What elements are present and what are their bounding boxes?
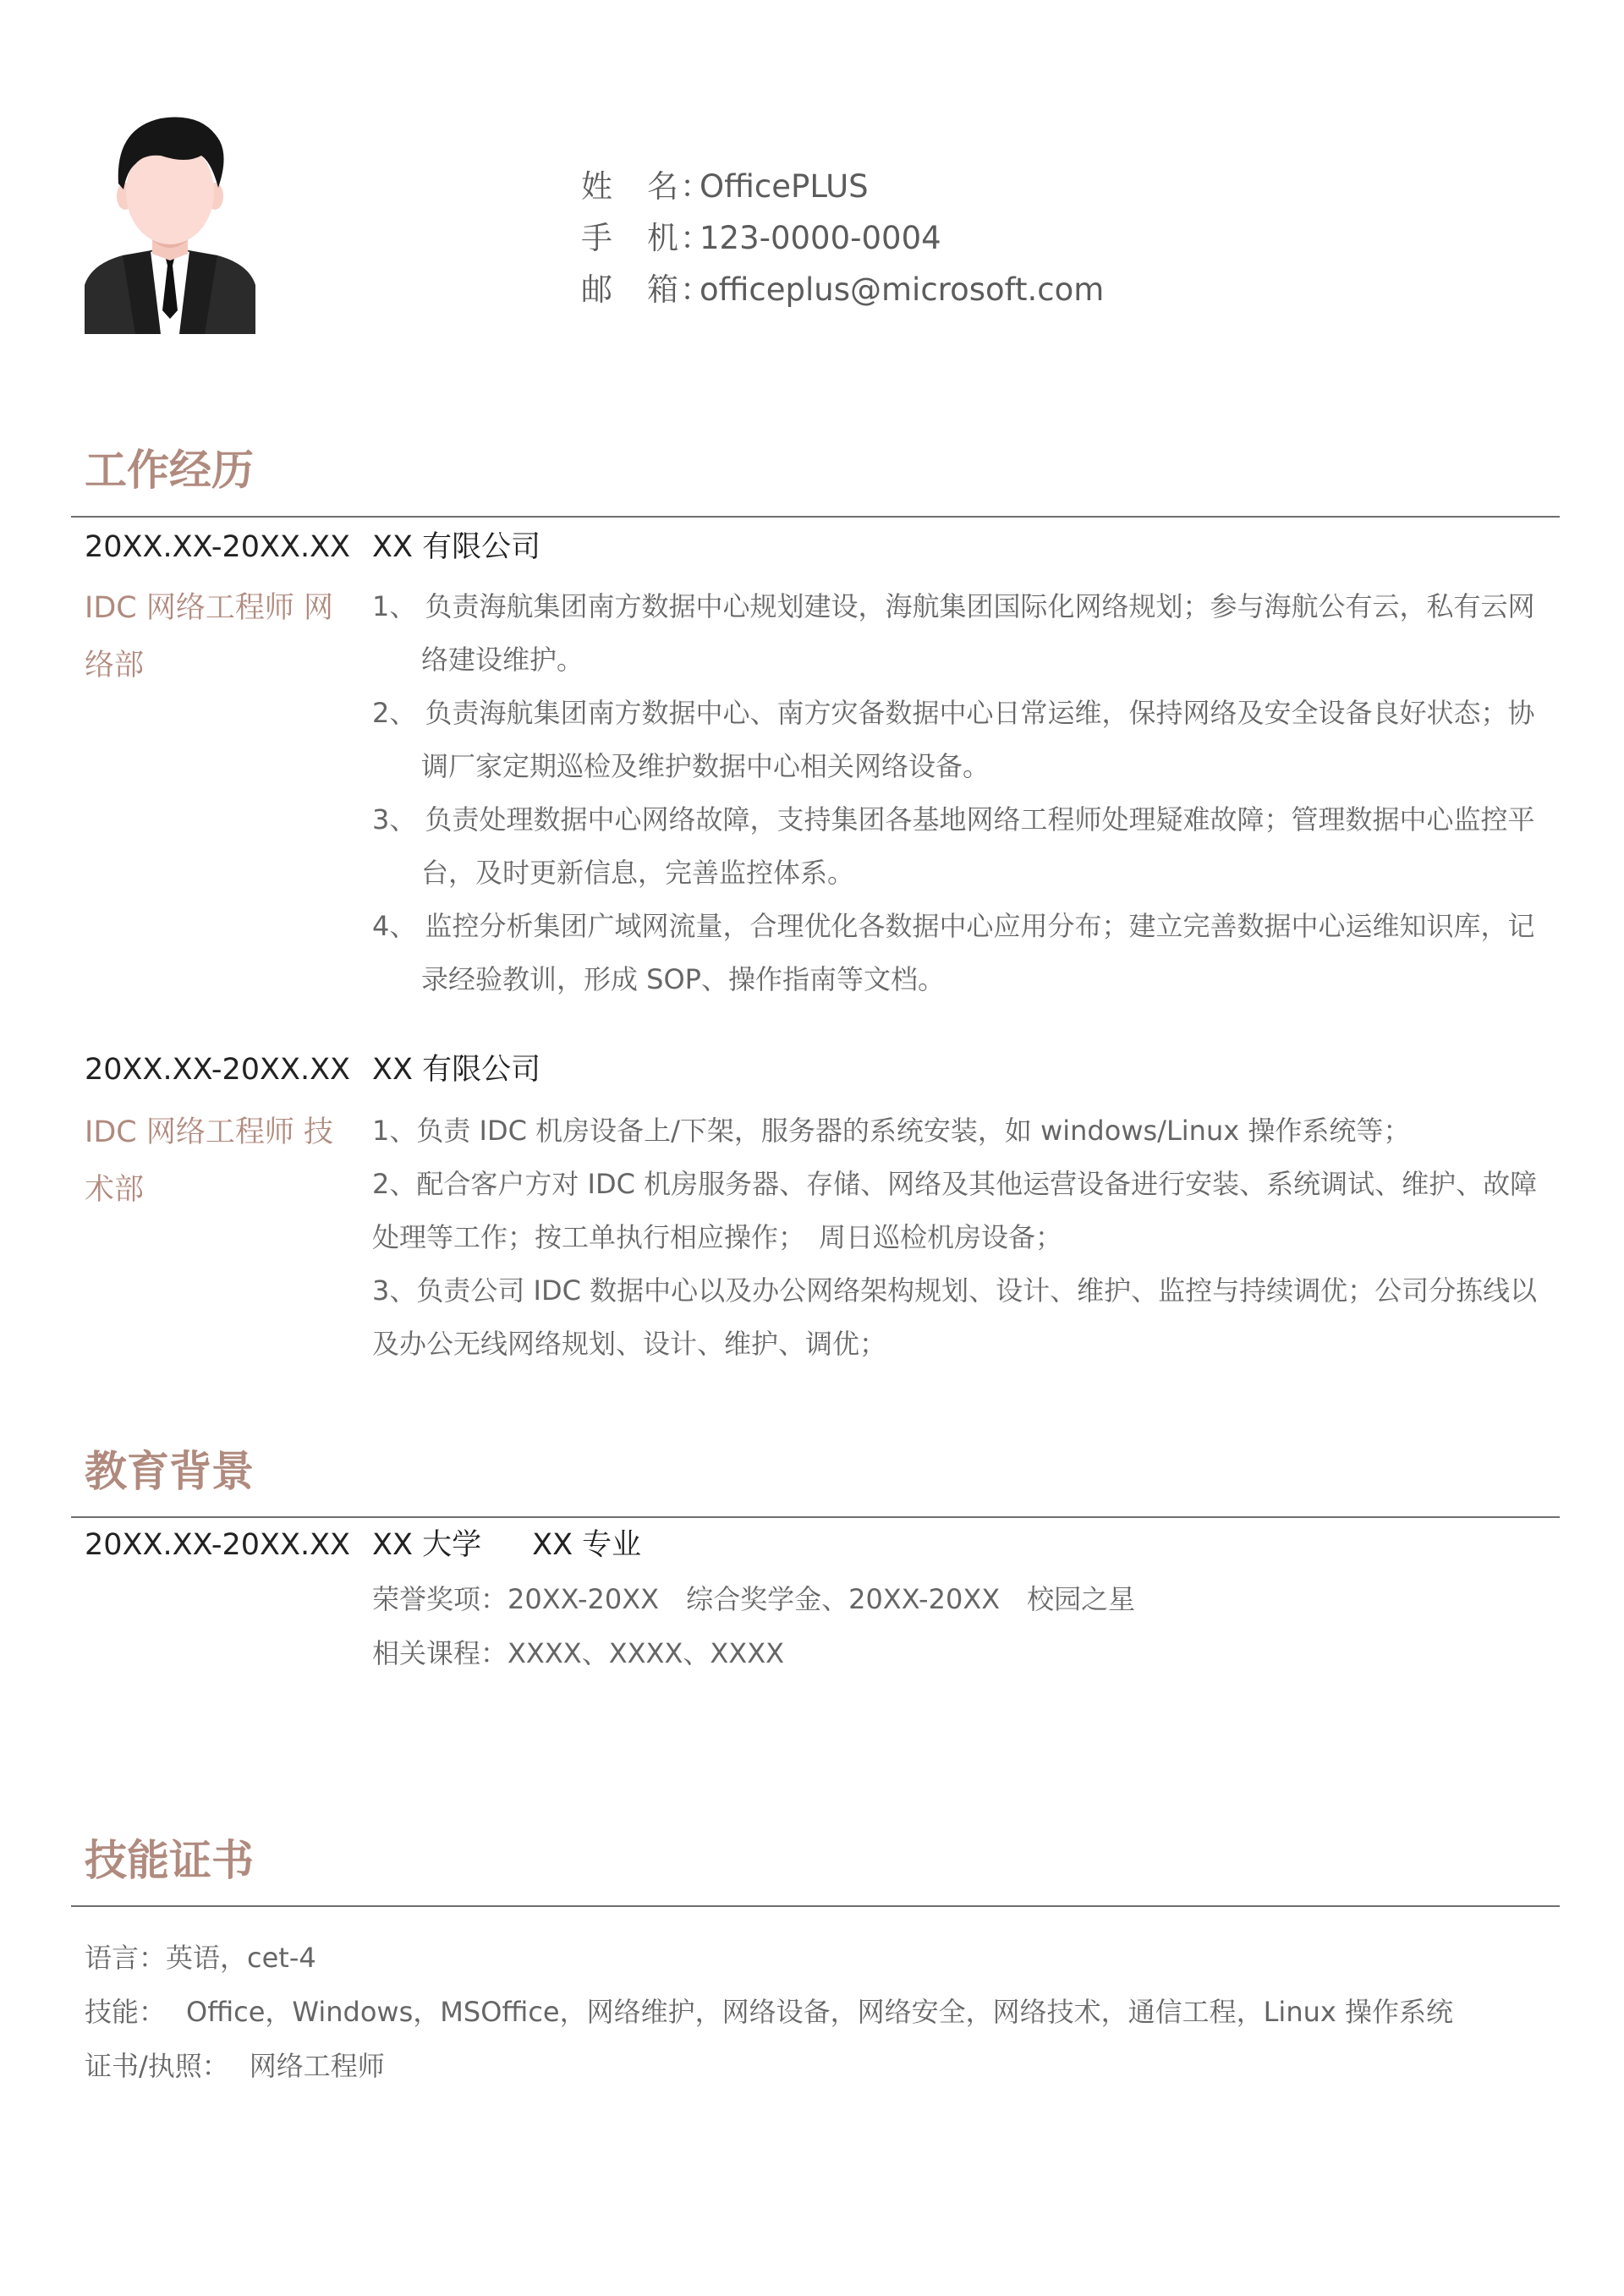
work-section-title: 工作经历 [85, 446, 254, 495]
skill-language: 语言：英语，cet-4 [85, 1942, 316, 1974]
skill-cert-label: 证书/执照： [85, 2050, 229, 2082]
phone-row [581, 212, 1104, 264]
job2-duty-1: 1、负责 IDC 机房设备上/下架，服务器的系统安装，如 windows/Linux 操作系统等； [372, 1115, 1411, 1147]
phone-value: 123-0000-0004 [700, 220, 941, 256]
education-school: XX 大学 [372, 1528, 482, 1562]
job2-duty-3: 3、负责公司 IDC 数据中心以及办公网络架构规划、设计、维护、监控与持续调优；公司分拣线以及办公无线网络规划、设计、维护、调优； [372, 1274, 1538, 1360]
job1-duty-2: 2、 负责海航集团南方数据中心、南方灾备数据中心日常运维，保持网络及安全设备良好状态；协调厂家定期巡检及维护数据中心相关网络设备。 [372, 697, 1535, 782]
education-date: 20XX.XX-20XX.XX [85, 1528, 351, 1562]
skill-cert [85, 2045, 385, 2087]
work-divider [71, 516, 1560, 518]
job2-date: 20XX.XX-20XX.XX [85, 1053, 351, 1087]
skill-skills-value: Office，Windows，MSOffice，网络维护，网络设备，网络安全，网络技术，通信工程，Linux 操作系统 [186, 1996, 1453, 2028]
name-value: OfficePLUS [700, 168, 869, 205]
education-section-title: 教育背景 [85, 1447, 254, 1496]
skill-skills [85, 1991, 1453, 2033]
job2-duty-2: 2、配合客户方对 IDC 机房服务器、存储、网络及其他运营设备进行安装、系统调试、维护、故障处理等工作；按工单执行相应操作； 周日巡检机房设备； [372, 1168, 1538, 1253]
email-label: 邮 箱： [581, 271, 713, 308]
education-school-major [372, 1524, 641, 1566]
skills-divider [71, 1905, 1560, 1907]
job1-duty-3: 3、 负责处理数据中心网络故障，支持集团各基地网络工程师处理疑难故障；管理数据中心监控平台，及时更新信息，完善监控体系。 [372, 803, 1535, 889]
skills-section-title: 技能证书 [85, 1836, 254, 1885]
education-major: XX 专业 [532, 1528, 642, 1562]
job1-duty-4: 4、 监控分析集团广域网流量，合理优化各数据中心应用分布；建立完善数据中心运维知识库，记录经验教训，形成 SOP、操作指南等文档。 [372, 910, 1535, 995]
job2-company: XX 有限公司 [372, 1053, 541, 1087]
phone-label: 手 机： [581, 220, 713, 256]
job2-role: IDC 网络工程师 技术部 [85, 1115, 333, 1207]
name-label: 姓 名： [581, 168, 713, 205]
education-courses: 相关课程：XXXX、XXXX、XXXX [372, 1637, 785, 1669]
name-row [581, 161, 1104, 212]
education-honors: 荣誉奖项：20XX-20XX 综合奖学金、20XX-20XX 校园之星 [372, 1583, 1136, 1615]
skill-cert-value: 网络工程师 [249, 2050, 385, 2082]
email-value: officeplus@microsoft.com [700, 271, 1105, 308]
job1-date: 20XX.XX-20XX.XX [85, 530, 351, 564]
job1-company: XX 有限公司 [372, 530, 541, 564]
education-divider [71, 1516, 1560, 1518]
job1-role: IDC 网络工程师 网络部 [85, 591, 333, 682]
job1-duty-1: 1、 负责海航集团南方数据中心规划建设，海航集团国际化网络规划；参与海航公有云，私有云网络建设维护。 [372, 590, 1535, 676]
profile-photo [85, 103, 255, 334]
job1-duties [372, 580, 1548, 1006]
job2-duties [372, 1104, 1548, 1371]
skill-skills-label: 技能： [85, 1996, 167, 2028]
email-row [581, 264, 1104, 315]
contact-info [581, 161, 1104, 315]
